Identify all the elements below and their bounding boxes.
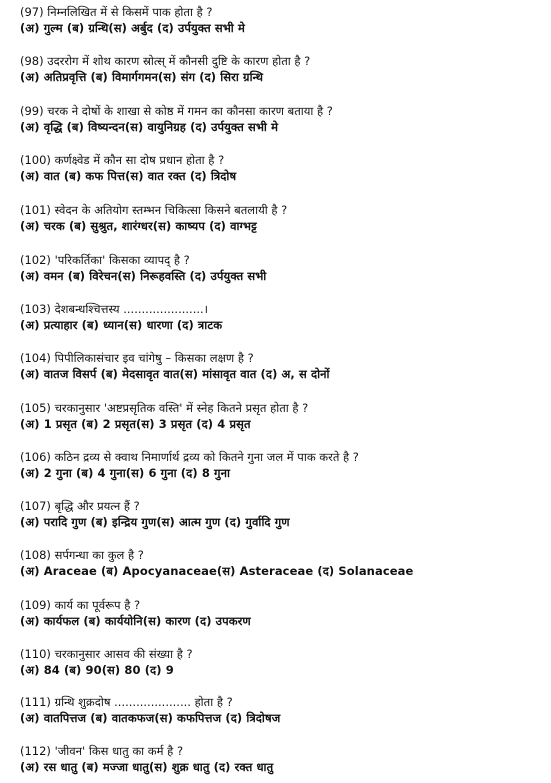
answer-options: (अ) कार्यफल (ब) कार्ययोनि(स) कारण (द) उपकरण	[20, 614, 251, 628]
question-item	[20, 252, 545, 284]
answer-options: (अ) रस धातु (ब) मज्जा धातु(स) शुक्र धातु (द) रक्त धातु	[20, 760, 274, 774]
question-item	[20, 202, 545, 234]
question-item	[20, 498, 545, 530]
answer-options: (अ) 2 गुना (ब) 4 गुना(स) 6 गुना (द) 8 गुना	[20, 466, 231, 480]
answer-options: (अ) वातपित्तज (ब) वातकफज(स) कफपित्तज (द) त्रिदोषज	[20, 711, 281, 725]
question-item	[20, 694, 545, 726]
question-item	[20, 400, 545, 432]
answer-options: (अ) वातज विसर्प (ब) मेदसावृत वात(स) मांसावृत वात (द) अ, स दोनों	[20, 367, 330, 381]
question-item	[20, 743, 545, 775]
question-item	[20, 449, 545, 481]
question-text: (100) कर्णक्ष्वेड में कौन सा दोष प्रधान होता है ?	[20, 153, 225, 167]
question-item	[20, 350, 545, 382]
question-item	[20, 646, 545, 678]
question-item	[20, 547, 545, 579]
question-item	[20, 152, 545, 184]
answer-options: (अ) चरक (ब) सुश्रुत, शारंग्धर(स) काष्यप (द) वाग्भट्ट	[20, 219, 257, 233]
question-text: (102) 'परिकर्तिका' किसका व्यापद् है ?	[20, 253, 190, 267]
question-text: (112) 'जीवन' किस धातु का कर्म है ?	[20, 744, 184, 758]
question-text: (99) चरक ने दोषों के शाखा से कोष्ठ में गमन का कौनसा कारण बताया है ?	[20, 104, 333, 118]
answer-options: (अ) प्रत्याहार (ब) ध्यान(स) धारणा (द) त्राटक	[20, 318, 223, 332]
question-text: (109) कार्य का पूर्वरूप है ?	[20, 598, 141, 612]
answer-options: (अ) 84 (ब) 90(स) 80 (द) 9	[20, 663, 174, 677]
answer-options: (अ) वात (ब) कफ पित्त(स) वात रक्त (द) त्रिदोष	[20, 169, 237, 183]
question-text: (108) सर्पगन्धा का कुल है ?	[20, 548, 144, 562]
question-text: (111) ग्रन्थि शुक्रदोष ..................... होता है ?	[20, 695, 233, 709]
question-text: (103) देशबन्धश्चित्तस्य ......................।	[20, 302, 209, 316]
question-item	[20, 53, 545, 85]
question-text: (101) स्वेदन के अतियोग स्तम्भन चिकित्सा किसने बतलायी है ?	[20, 203, 288, 217]
answer-options: (अ) परादि गुण (ब) इन्द्रिय गुण(स) आत्म गुण (द) गुर्वादि गुण	[20, 515, 290, 529]
question-text: (104) पिपीलिकासंचार इव चांगेषु – किसका लक्षण है ?	[20, 351, 254, 365]
answer-options: (अ) 1 प्रसृत (ब) 2 प्रसृत(स) 3 प्रसृत (द) 4 प्रसृत	[20, 417, 251, 431]
question-text: (106) कठिन द्रव्य से क्वाथ निमार्णार्थ द्रव्य को कितने गुना जल में पाक करते है ?	[20, 450, 359, 464]
question-text: (98) उदररोग में शोथ कारण स्रोत्स् में कौनसी दुष्टि के कारण होता है ?	[20, 54, 311, 68]
answer-options: (अ) वृद्धि (ब) विष्यन्दन(स) वायुनिग्रह (द) उर्पयुक्त सभी मे	[20, 120, 279, 134]
question-item	[20, 597, 545, 629]
question-item	[20, 4, 545, 36]
question-item	[20, 103, 545, 135]
question-item	[20, 301, 545, 333]
answer-options: (अ) गुल्म (ब) ग्रन्थि(स) अर्बुद (द) उर्पयुक्त सभी मे	[20, 21, 245, 35]
question-text: (97) निम्नलिखित में से किसमें पाक होता है ?	[20, 5, 213, 19]
answer-options: (अ) अतिप्रवृत्ति (ब) विमार्गगमन(स) संग (द) सिरा ग्रन्थि	[20, 70, 264, 84]
answer-options: (अ) वमन (ब) विरेचन(स) निरूहवस्ति (द) उर्पयुक्त सभी	[20, 269, 267, 283]
answer-options: (अ) Araceae (ब) Apocyanaceae(स) Asteraceae (द) Solanaceae	[20, 564, 414, 578]
question-text: (107) बृद्धि और प्रयत्न हैं ?	[20, 499, 140, 513]
question-text: (105) चरकानुसार 'अष्टप्रसृतिक वस्ति' में स्नेह कितने प्रसृत होता है ?	[20, 401, 309, 415]
question-text: (110) चरकानुसार आसव की संख्या है ?	[20, 647, 193, 661]
